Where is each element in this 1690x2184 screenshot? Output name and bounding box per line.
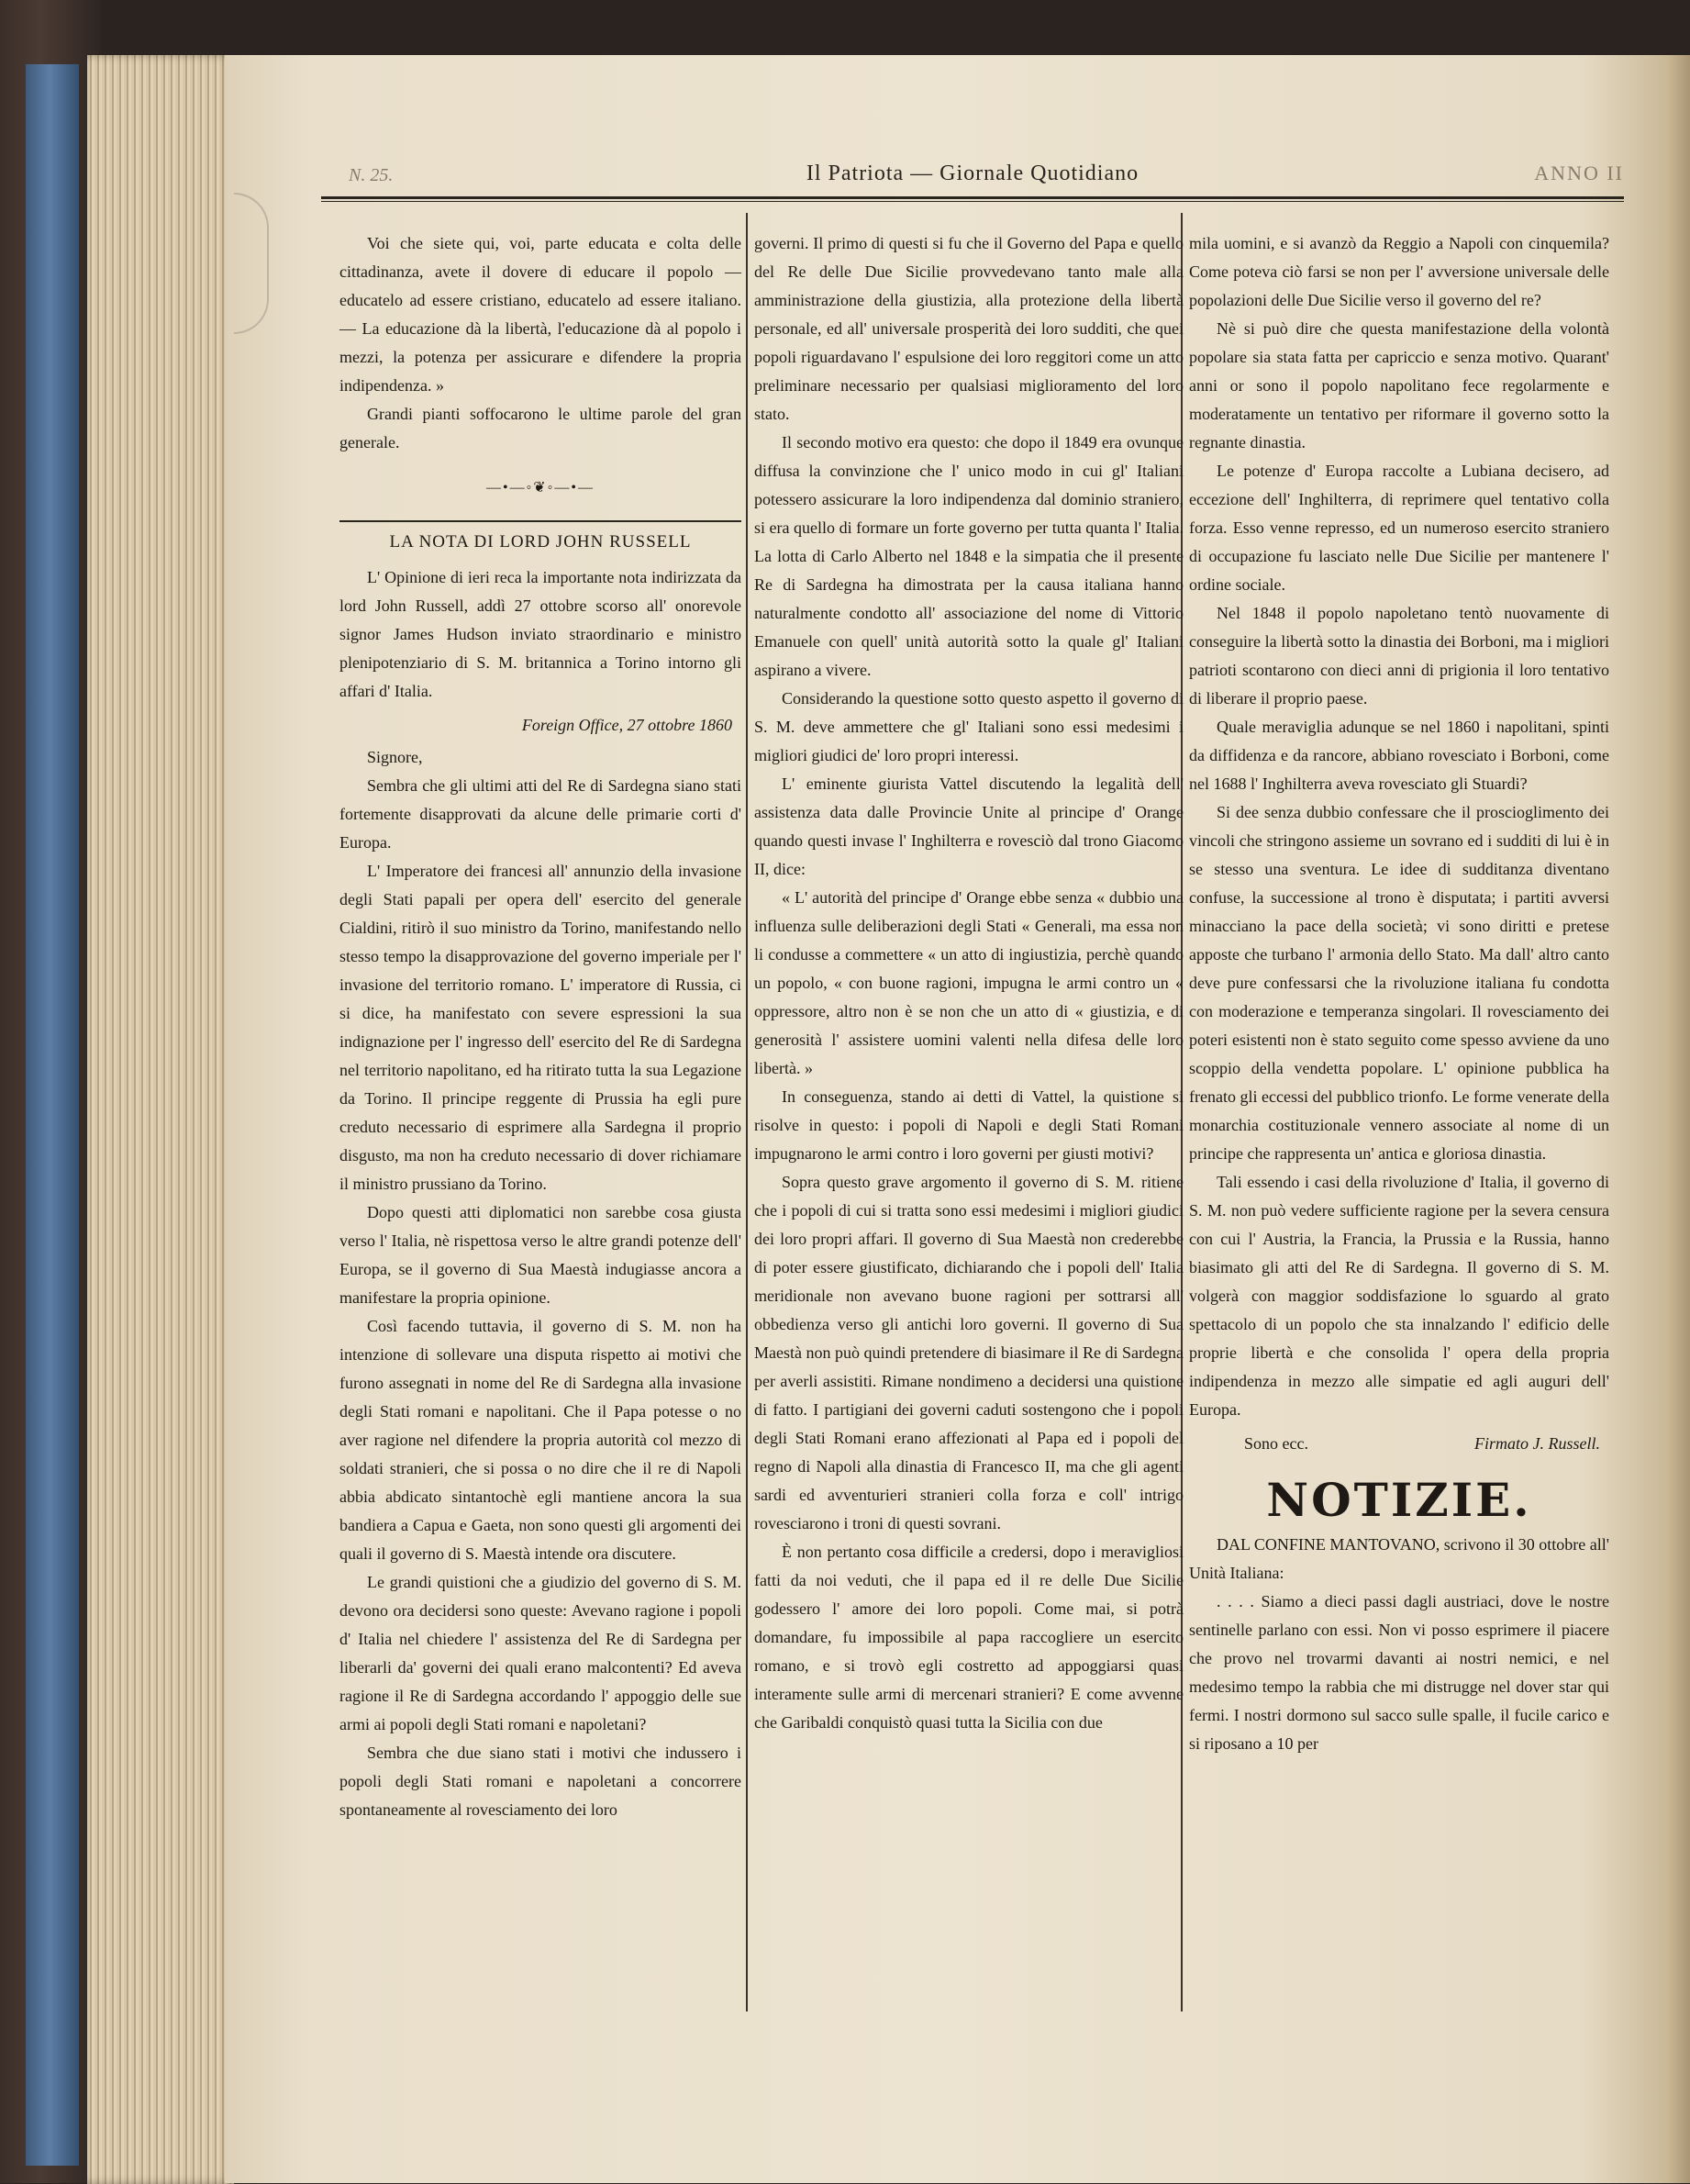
page-header bbox=[321, 162, 1624, 195]
article-paragraph: Nè si può dire che questa manifestazione della volontà popolare sia stata fatta per capriccio e senza motivo. Quarant' anni or sono il popolo napolitano fece regolarmente e moderatamente un tentativo per riformare il governo sotto la regnante dinastia. bbox=[1189, 319, 1609, 451]
news-paragraph: DAL CONFINE MANTOVANO, scrivono il 30 ottobre all' Unità Italiana: bbox=[1189, 1535, 1609, 1582]
article-paragraph: mila uomini, e si avanzò da Reggio a Napoli con cinquemila? Come poteva ciò farsi se non per l' avversione universale delle popolazioni delle Due Sicilie verso il governo del re? bbox=[1189, 234, 1609, 309]
article-paragraph: Considerando la questione sotto questo aspetto il governo di S. M. deve ammettere che gl' Italiani sono essi medesimi i migliori giudici de' loro propri interessi. bbox=[754, 689, 1184, 764]
article-headline: LA NOTA DI LORD JOHN RUSSELL bbox=[389, 532, 692, 552]
notizie-heading: NOTIZIE. bbox=[1266, 1473, 1532, 1527]
article-paragraph: Le potenze d' Europa raccolte a Lubiana decisero, ad eccezione dell' Inghilterra, di reprimere quel tentativo colla forza. Esso venne represso, ed un numeroso esercito straniero di occupazione fu lasciato nelle Due Sicilie per mantenere l' ordine sociale. bbox=[1189, 462, 1609, 594]
article-paragraph: Quale meraviglia adunque se nel 1860 i napolitani, spinti da diffidenza e da rancore, abbiano rovesciato i Borboni, come nel 1688 l' Inghilterra aveva rovesciato gli Stuardi? bbox=[1189, 718, 1609, 793]
next-page-edge bbox=[1665, 55, 1690, 2183]
article-paragraph: L' Imperatore dei francesi all' annunzio della invasione degli Stati papali per opera dell' esercito del generale Cialdini, ritirò il suo ministro da Torino, manifestando nello stesso tempo la disapprovazione del governo imperiale per l' invasione del territorio romano. L' imperatore di Russia, ci si dice, ha manifestato con severe espressioni la sua indignazione per l' ingresso dell' esercito del Re di Sardegna nel territorio napolitano, ed ha ritirato tutta la sua Legazione da Torino. Il principe reggente di Prussia ha egli pure creduto necessario di esprimere alla Sardegna il proprio disgusto, ma non ha creduto necessario di dover richiamare il ministro prussiano da Torino. bbox=[339, 862, 741, 1193]
page-edges bbox=[87, 55, 234, 2184]
letter-dateline: Foreign Office, 27 ottobre 1860 bbox=[521, 716, 732, 734]
column-2 bbox=[754, 229, 1184, 1737]
article-paragraph: Sembra che due siano stati i motivi che indussero i popoli degli Stati romani e napoletani a concorrere spontaneamente al rovesciamento dei loro bbox=[339, 1744, 741, 1819]
article-paragraph: È non pertanto cosa difficile a credersi, dopo i meravigliosi fatti da noi veduti, che il papa ed il re delle Due Sicilie godessero l' amore dei loro popoli. Come mai, si potrà domandare, fu impossibile al papa raccogliere un esercito romano, e si trovò egli costretto ad appoggiarsi quasi interamente sulle armi di mercenari stranieri? E come avvenne che Garibaldi conquistò quasi tutta la Sicilia con due bbox=[754, 1543, 1184, 1732]
library-stamp bbox=[234, 193, 269, 334]
masthead-title: Il Patriota — Giornale Quotidiano bbox=[806, 162, 1140, 185]
article-paragraph: Tali essendo i casi della rivoluzione d' Italia, il governo di S. M. non può vedere sufficiente ragione per la severa censura con cui l' Austria, la Francia, la Prussia e la Russia, hanno biasimato gli atti del Re di Sardegna. Il governo di S. M. volgerà con maggior soddisfazione lo sguardo al grato spettacolo di un popolo che sta innalzando l' edificio delle proprie libertà e che consolida l' opera della propria indipendenza in mezzo alle simpatie ed agli auguri dell' Europa. bbox=[1189, 1173, 1609, 1419]
column-divider-1 bbox=[746, 213, 748, 2011]
article-paragraph: Sopra questo grave argomento il governo di S. M. ritiene che i popoli di cui si tratta sono essi medesimi i migliori giudici dei loro propri affari. Il governo di Sua Maestà non crederebbe di poter essere giustificato, dichiarando che i popoli dell' Italia meridionale non avevano buone ragioni per sottrarsi all' obbedienza verso gli antichi loro governi. Il governo di Sua Maestà non può quindi pretendere di biasimare il Re di Sardegna per averli assistiti. Rimane nondimeno a decidersi una quistione di fatto. I partigiani dei governi caduti sostengono che i popoli degli Stati Romani erano affezionati al Papa ed i popoli del regno di Napoli alla dinastia di Francesco II, ma che gli agenti sardi ed avventurieri stranieri colla forza e coll' intrigo rovesciarono i troni di questi sovrani. bbox=[754, 1173, 1184, 1532]
signatory: Firmato J. Russell. bbox=[1474, 1434, 1600, 1453]
header-rule-thin bbox=[321, 201, 1624, 202]
column-1 bbox=[339, 229, 741, 1824]
section-ornament: —•—◦❦◦—•— bbox=[486, 480, 595, 496]
closing-formula: Sono ecc. bbox=[1244, 1434, 1308, 1453]
section-rule bbox=[339, 520, 741, 522]
article-paragraph: Il secondo motivo era questo: che dopo il 1849 era ovunque diffusa la convinzione che l' unico modo in cui gl' Italiani potessero assicurare la loro indipendenza dal dominio straniero, si era quello di formare un forte governo per tutta quanta l' Italia. La lotta di Carlo Alberto nel 1848 e la simpatia che il presente Re di Sardegna ha dimostrata per la causa italiana hanno naturalmente condotto all' associazione del nome di Vittorio Emanuele con quell' unità autorità sotto la quale gl' Italiani aspirano a vivere. bbox=[754, 433, 1184, 679]
signature-line bbox=[1189, 1430, 1609, 1458]
article-paragraph: Dopo questi atti diplomatici non sarebbe cosa giusta verso l' Italia, nè rispettosa verso le altre grandi potenze dell' Europa, se il governo di Sua Maestà indugiasse ancora a manifestare la propria opinione. bbox=[339, 1203, 741, 1307]
vattel-quote: « L' autorità del principe d' Orange ebbe senza « dubbio una influenza sulle deliberazioni degli Stati « Generali, ma essa non li condusse a commettere « un atto di ingiustizia, perchè quando un popolo, « con buone ragioni, impugna le armi contro un « oppressore, altro non è se non che un atto di « giustizia, e di generosità l' assistere uomini valenti nella difesa delle loro libertà. » bbox=[754, 888, 1184, 1077]
article-paragraph: L' eminente giurista Vattel discutendo la legalità dell' assistenza data dalle Provincie Unite al principe d' Orange quando questi invase l' Inghilterra e rovesciò dal trono Giacomo II, dice: bbox=[754, 774, 1184, 878]
article-intro: L' Opinione di ieri reca la importante nota indirizzata da lord John Russell, addì 27 ottobre scorso all' onorevole signor James Hudson inviato straordinario e ministro plenipotenziario di S. M. britannica a Torino intorno gli affari d' Italia. bbox=[339, 568, 741, 700]
article-paragraph: Sembra che gli ultimi atti del Re di Sardegna siano stati fortemente disapprovati da alcune delle primarie corti d' Europa. bbox=[339, 776, 741, 852]
header-rule bbox=[321, 196, 1624, 199]
article-paragraph: Nel 1848 il popolo napoletano tentò nuovamente di conseguire la libertà sotto la dinastia dei Borboni, ma i migliori patrioti scontarono con dieci anni di prigionia il loro tentativo di liberare il proprio paese. bbox=[1189, 604, 1609, 708]
article-paragraph: governi. Il primo di questi si fu che il Governo del Papa e quello del Re delle Due Sicilie provvedevano tanto male alla amministrazione della giustizia, alla protezione della libertà personale, ed all' universale prosperità dei loro sudditi, che quei popoli riguardavano l' espulsione dei loro reggitori come un atto preliminare necessario per qualsiasi miglioramento del loro stato. bbox=[754, 234, 1184, 423]
article-paragraph: In conseguenza, stando ai detti di Vattel, la quistione si risolve in questo: i popoli di Napoli e degli Stati Romani impugnarono le armi contro i loro governi per giusti motivi? bbox=[754, 1087, 1184, 1163]
article-paragraph: Voi che siete qui, voi, parte educata e colta delle cittadinanza, avete il dovere di educare il popolo — educatelo ad essere cristiano, educatelo ad essere italiano. — La educazione dà la libertà, l'educazione dà al popolo i mezzi, la potenza per assicurare e difendere la propria indipendenza. » bbox=[339, 234, 741, 395]
article-paragraph: Grandi pianti soffocarono le ultime parole del gran generale. bbox=[339, 405, 741, 451]
column-3 bbox=[1189, 229, 1609, 1758]
article-paragraph: Le grandi quistioni che a giudizio del governo di S. M. devono ora decidersi sono queste: Avevano ragione i popoli d' Italia nel chiedere l' assistenza del Re di Sardegna per liberarli da' governi dei quali erano malcontenti? Ed aveva ragione il Re di Sardegna accordando l' appoggio delle sue armi ai popoli degli Stati romani e napoletani? bbox=[339, 1573, 741, 1733]
page-code: N. 25. bbox=[349, 165, 394, 185]
news-paragraph: . . . . Siamo a dieci passi dagli austriaci, dove le nostre sentinelle parlano con essi. Non vi posso esprimere il piacere che provo nel trovarmi davanti ai nostri nemici, e nel medesimo tempo la rabbia che mi distrugge nel dover star qui fermi. I nostri dormono sul sacco sulle spalle, il fucile carico e si riposano a 10 per bbox=[1189, 1592, 1609, 1753]
article-paragraph: Si dee senza dubbio confessare che il proscioglimento dei vincoli che stringono assieme un sovrano ed i sudditi di lui è in se stesso una sventura. Le idee di sudditanza diventano confuse, la successione al trono è disputata; i partiti avversi minacciano la pace della società; vi sono diritti e pretese apposte che turbano l' armonia dello Stato. Ma dall' altro canto deve pure confessarsi che la rivoluzione italiana fu condotta con moderazione e temperanza singolari. Il rovesciamento dei poteri esistenti non è stato seguito come spesso avviene da uno scoppio della vendetta popolare. L' opinione pubblica ha frenato gli eccessi del pubblico trionfo. Le forme venerate della monarchia costituzionale vennero associate al nome di un principe che rappresenta un' antica e gloriosa dinastia. bbox=[1189, 803, 1609, 1163]
edition-label: ANNO II bbox=[1534, 162, 1624, 184]
article-paragraph: Così facendo tuttavia, il governo di S. M. non ha intenzione di sollevare una disputa rispetto ai motivi che furono assegnati in nome del Re di Sardegna alla invasione degli Stati romani e napolitani. Che il Papa potesse o no aver ragione nel difendere la propria autorità col mezzo di soldati stranieri, che si possa o no dire che il re di Napoli abbia abdicato sintantochè egli mantiene ancora la sua bandiera a Capua e Gaeta, non sono questi gli argomenti dei quali il governo di S. Maestà intende ora discutere. bbox=[339, 1317, 741, 1563]
letter-salutation: Signore, bbox=[367, 748, 423, 766]
blue-binding-cloth bbox=[26, 64, 79, 2166]
